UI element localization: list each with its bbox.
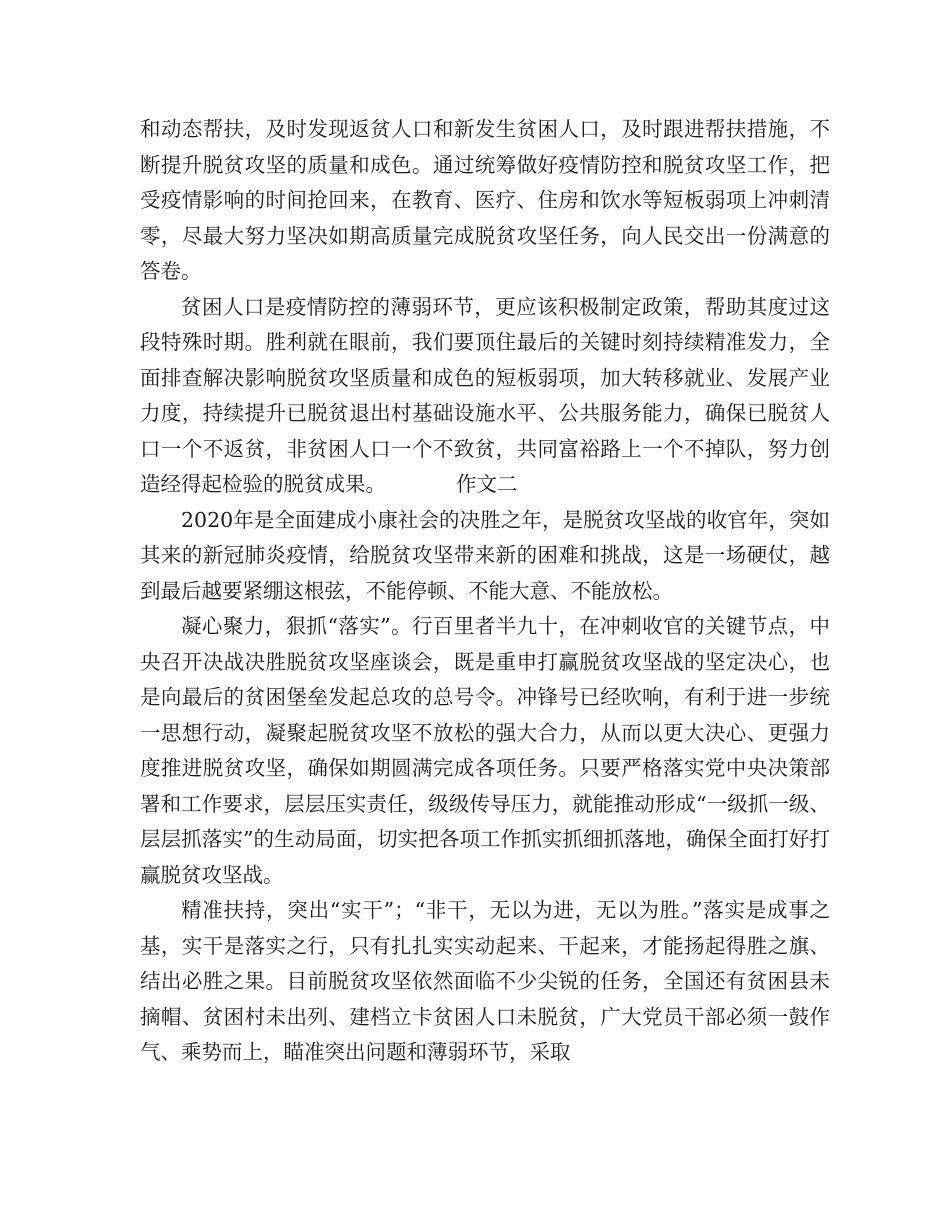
paragraph-text: 贫困人口是疫情防控的薄弱环节，更应该积极制定政策，帮助其度过这段特殊时期。胜利就在眼前，我们要顶住最后的关键时刻持续精准发力，全面排查解决影响脱贫攻坚质量和成色的短板弱项，加大转移就业、发展产业力度，持续提升已脱贫退出村基础设施水平、公共服务能力，确保已脱贫人口一个不返贫，非贫困人口一个不致贫，共同富裕路上一个不掉队，努力创造经得起检验的脱贫成果。 [140,294,830,496]
paragraph-precise-support: 精准扶持，突出“实干”；“非干，无以为进，无以为胜。”落实是成事之基，实干是落实之行，只有扎扎实实动起来、干起来，才能扬起得胜之旗、结出必胜之果。目前脱贫攻坚依然面临不少尖锐的任务，全国还有贫困县未摘帽、贫困村未出列、建档立卡贫困人口未脱贫，广大党员干部必须一鼓作气、乘势而上，瞄准突出问题和薄弱环节，采取 [140,898,830,1064]
paragraph-poverty-population [140,290,830,503]
document-body [140,112,830,1071]
paragraph-2020-decisive-year: 2020年是全面建成小康社会的决胜之年，是脱贫攻坚战的收官年，突如其来的新冠肺炎疫情，给脱贫攻坚带来新的困难和挑战，这是一场硬仗，越到最后越要紧绷这根弦，不能停顿、不能大意、不能放松。 [140,507,830,603]
paragraph-focus-implementation: 凝心聚力，狠抓“落实”。行百里者半九十，在冲刺收官的关键节点，中央召开决战决胜脱贫攻坚座谈会，既是重申打赢脱贫攻坚战的坚定决心，也是向最后的贫困堡垒发起总攻的总号令。冲锋号已经吹响，有利于进一步统一思想行动，凝聚起脱贫攻坚不放松的强大合力，从而以更大决心、更强力度推进脱贫攻坚，确保如期圆满完成各项任务。只要严格落实党中央决策部署和工作要求，层层压实责任，级级传导压力，就能推动形成“一级抓一级、层层抓落实”的生动局面，切实把各项工作抓实抓细抓落地，确保全面打好打赢脱贫攻坚战。 [140,614,830,887]
paragraph-continued: 和动态帮扶，及时发现返贫人口和新发生贫困人口，及时跟进帮扶措施，不断提升脱贫攻坚的质量和成色。通过统筹做好疫情防控和脱贫攻坚工作，把受疫情影响的时间抢回来，在教育、医疗、住房和饮水等短板弱项上冲刺清零，尽最大努力坚决如期高质量完成脱贫攻坚任务，向人民交出一份满意的答卷。 [140,117,830,283]
section-heading-essay-two: 作文二 [456,472,518,496]
